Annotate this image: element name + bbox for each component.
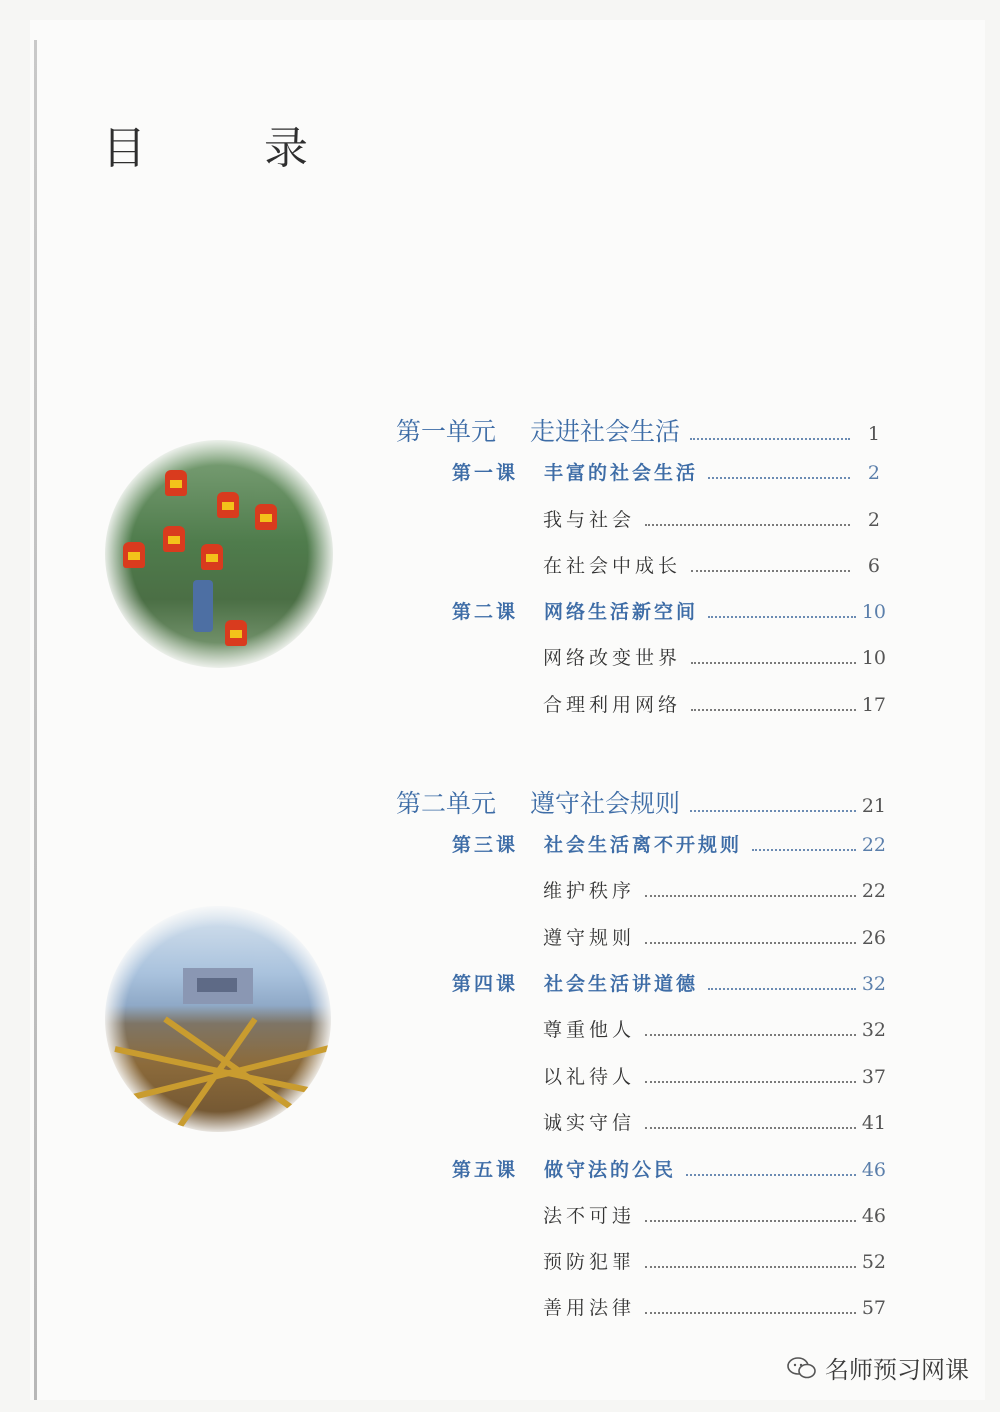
leader-dots — [690, 809, 856, 812]
section-title: 在社会中成长 — [543, 555, 682, 577]
section-title: 维护秩序 — [543, 880, 636, 902]
wechat-icon — [787, 1357, 817, 1379]
toc-unit-1[interactable] — [396, 412, 880, 446]
leader-dots — [645, 1033, 856, 1036]
leader-dots — [645, 1265, 856, 1268]
page-number: 32 — [861, 973, 886, 995]
page-number: 41 — [861, 1112, 886, 1134]
leader-dots — [708, 987, 856, 990]
page-number: 6 — [867, 555, 880, 577]
lesson-title: 社会生活离不开规则 — [544, 834, 743, 856]
lesson-label: 第二课 — [452, 601, 519, 623]
leader-dots — [691, 569, 850, 572]
page-number: 57 — [861, 1297, 886, 1319]
toc-section[interactable] — [543, 1015, 886, 1045]
page-number: 26 — [861, 927, 886, 949]
watermark — [787, 1350, 969, 1385]
toc-section[interactable] — [543, 1293, 886, 1323]
page-number: 32 — [861, 1019, 886, 1041]
leader-dots — [645, 1219, 856, 1222]
leader-dots — [645, 941, 856, 944]
page-number: 22 — [861, 880, 886, 902]
toc-section[interactable] — [543, 690, 886, 720]
section-title: 预防犯罪 — [543, 1251, 636, 1273]
section-title: 以礼待人 — [543, 1066, 636, 1088]
page-number: 52 — [861, 1251, 886, 1273]
lesson-title: 做守法的公民 — [544, 1159, 677, 1181]
toc-lesson-2[interactable] — [452, 597, 886, 627]
leader-dots — [708, 615, 856, 618]
leader-dots — [686, 1173, 856, 1176]
page-number: 2 — [867, 509, 880, 531]
unit-title: 走进社会生活 — [530, 417, 681, 446]
toc-section[interactable] — [543, 505, 880, 535]
toc-section[interactable] — [543, 876, 886, 906]
unit-label: 第一单元 — [396, 417, 497, 446]
section-title: 诚实守信 — [543, 1112, 636, 1134]
watermark-text: 名师预习网课 — [825, 1356, 969, 1384]
unit-title: 遵守社会规则 — [530, 789, 681, 818]
lesson-label: 第四课 — [452, 973, 519, 995]
page-number: 21 — [861, 795, 886, 817]
leader-dots — [645, 1080, 856, 1083]
toc-section[interactable] — [543, 643, 886, 673]
page-number: 46 — [861, 1159, 886, 1181]
toc-section[interactable] — [543, 1108, 886, 1138]
leader-dots — [708, 476, 850, 479]
toc-lesson-4[interactable] — [452, 969, 886, 999]
section-title: 遵守规则 — [543, 927, 636, 949]
leader-dots — [645, 1126, 856, 1129]
page-number: 22 — [861, 834, 886, 856]
lesson-label: 第三课 — [452, 834, 519, 856]
leader-dots — [645, 894, 856, 897]
lesson-title: 网络生活新空间 — [544, 601, 699, 623]
toc-section[interactable] — [543, 923, 886, 953]
page-number: 1 — [867, 423, 880, 445]
section-title: 尊重他人 — [543, 1019, 636, 1041]
toc-unit-2[interactable] — [396, 784, 886, 818]
page-number: 10 — [861, 601, 886, 623]
leader-dots — [691, 661, 856, 664]
leader-dots — [691, 708, 856, 711]
page-number: 46 — [861, 1205, 886, 1227]
toc-lesson-5[interactable] — [452, 1155, 886, 1185]
section-title: 善用法律 — [543, 1297, 636, 1319]
lesson-title: 社会生活讲道德 — [544, 973, 699, 995]
lesson-label: 第五课 — [452, 1159, 519, 1181]
leader-dots — [645, 523, 850, 526]
unit-label: 第二单元 — [396, 789, 497, 818]
section-title: 合理利用网络 — [543, 694, 682, 716]
page-title: 目 录 — [102, 123, 360, 174]
toc-lesson-1[interactable] — [452, 458, 880, 488]
toc-section[interactable] — [543, 1062, 886, 1092]
toc-section[interactable] — [543, 551, 880, 581]
lesson-title: 丰富的社会生活 — [544, 462, 699, 484]
lesson-label: 第一课 — [452, 462, 519, 484]
leader-dots — [645, 1311, 856, 1314]
toc-section[interactable] — [543, 1247, 886, 1277]
toc-section[interactable] — [543, 1201, 886, 1231]
toc-lesson-3[interactable] — [452, 830, 886, 860]
section-title: 我与社会 — [543, 509, 636, 531]
page-number: 10 — [861, 647, 886, 669]
leader-dots — [690, 437, 850, 440]
page-number: 2 — [867, 462, 880, 484]
section-title: 网络改变世界 — [543, 647, 682, 669]
section-title: 法不可违 — [543, 1205, 636, 1227]
page-number: 37 — [861, 1066, 886, 1088]
page-number: 17 — [861, 694, 886, 716]
leader-dots — [752, 848, 856, 851]
